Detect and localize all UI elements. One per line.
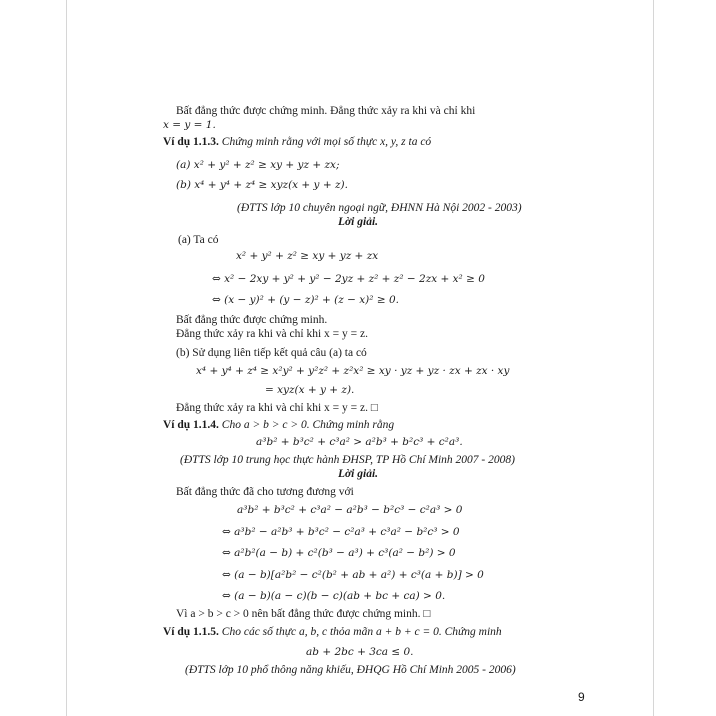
example-label: Ví dụ 1.1.4. xyxy=(163,419,219,431)
math-line: x² + y² + z² ≥ xy + yz + zx xyxy=(236,250,379,262)
page-number: 9 xyxy=(578,690,585,704)
example-text: Chứng minh rằng với mọi số thực x, y, z ta có xyxy=(221,136,432,148)
example-heading xyxy=(163,135,431,149)
math-line: ⇔ (a − b)(a − c)(b − c)(ab + bc + ca) > 0. xyxy=(222,590,446,602)
example-label: Ví dụ 1.1.5. xyxy=(163,626,219,638)
solution-heading: Lời giải. xyxy=(337,468,379,480)
math-line: ⇔ (x − y)² + (y − z)² + (z − x)² ≥ 0. xyxy=(212,294,399,306)
source-citation: (ĐTTS lớp 10 chuyên ngoại ngữ, ĐHNN Hà Nội 2002 - 2003) xyxy=(237,202,522,214)
math-line: ab + 2bc + 3ca ≤ 0. xyxy=(306,646,414,658)
text-line: Bất đẳng thức được chứng minh. Đẳng thức xảy ra khi và chỉ khi xyxy=(176,105,476,117)
math-line: ⇔ (a − b)[a²b² − c²(b² + ab + a²) + c³(a + b)] > 0 xyxy=(222,569,484,581)
source-citation: (ĐTTS lớp 10 phổ thông năng khiếu, ĐHQG Hồ Chí Minh 2005 - 2006) xyxy=(185,664,516,676)
text-line: Đẳng thức xảy ra khi và chỉ khi x = y = z. xyxy=(176,328,368,340)
source-citation: (ĐTTS lớp 10 trung học thực hành ĐHSP, TP Hồ Chí Minh 2007 - 2008) xyxy=(180,454,515,466)
math-line: ⇔ x² − 2xy + y² + y² − 2yz + z² + z² − 2zx + x² ≥ 0 xyxy=(212,273,485,285)
math-line: x = y = 1. xyxy=(163,119,216,131)
example-heading xyxy=(163,625,502,639)
math-line: x⁴ + y⁴ + z⁴ ≥ x²y² + y²z² + z²x² ≥ xy · yz + yz · zx + zx · xy xyxy=(196,365,510,377)
text-line: (b) Sử dụng liên tiếp kết quả câu (a) ta có xyxy=(176,347,367,359)
example-text: Cho a > b > c > 0. Chứng minh rằng xyxy=(221,419,395,431)
example-heading xyxy=(163,418,394,432)
math-line: (a) x² + y² + z² ≥ xy + yz + zx; xyxy=(176,159,340,171)
text-line: Vì a > b > c > 0 nên bất đẳng thức được chứng minh. □ xyxy=(176,608,431,620)
math-line: ⇔ a³b² − a²b³ + b³c² − c²a³ + c³a² − b²c³ > 0 xyxy=(222,526,460,538)
text-line: (a) Ta có xyxy=(178,234,219,246)
math-line: = xyz(x + y + z). xyxy=(265,384,355,396)
math-line: (b) x⁴ + y⁴ + z⁴ ≥ xyz(x + y + z). xyxy=(176,179,348,191)
example-label: Ví dụ 1.1.3. xyxy=(163,136,219,148)
math-line: a³b² + b³c² + c³a² − a²b³ − b²c³ − c²a³ > 0 xyxy=(237,504,463,516)
solution-heading: Lời giải. xyxy=(337,216,379,228)
math-line: a³b² + b³c² + c³a² > a²b³ + b²c³ + c²a³. xyxy=(256,436,463,448)
text-line: Bất đẳng thức được chứng minh. xyxy=(176,314,328,326)
example-text: Cho các số thực a, b, c thỏa mãn a + b + c = 0. Chứng minh xyxy=(221,626,502,638)
text-line: Bất đẳng thức đã cho tương đương với xyxy=(176,486,354,498)
math-line: ⇔ a²b²(a − b) + c²(b³ − a³) + c³(a² − b²) > 0 xyxy=(222,547,456,559)
text-line: Đẳng thức xảy ra khi và chỉ khi x = y = z. □ xyxy=(176,402,378,414)
